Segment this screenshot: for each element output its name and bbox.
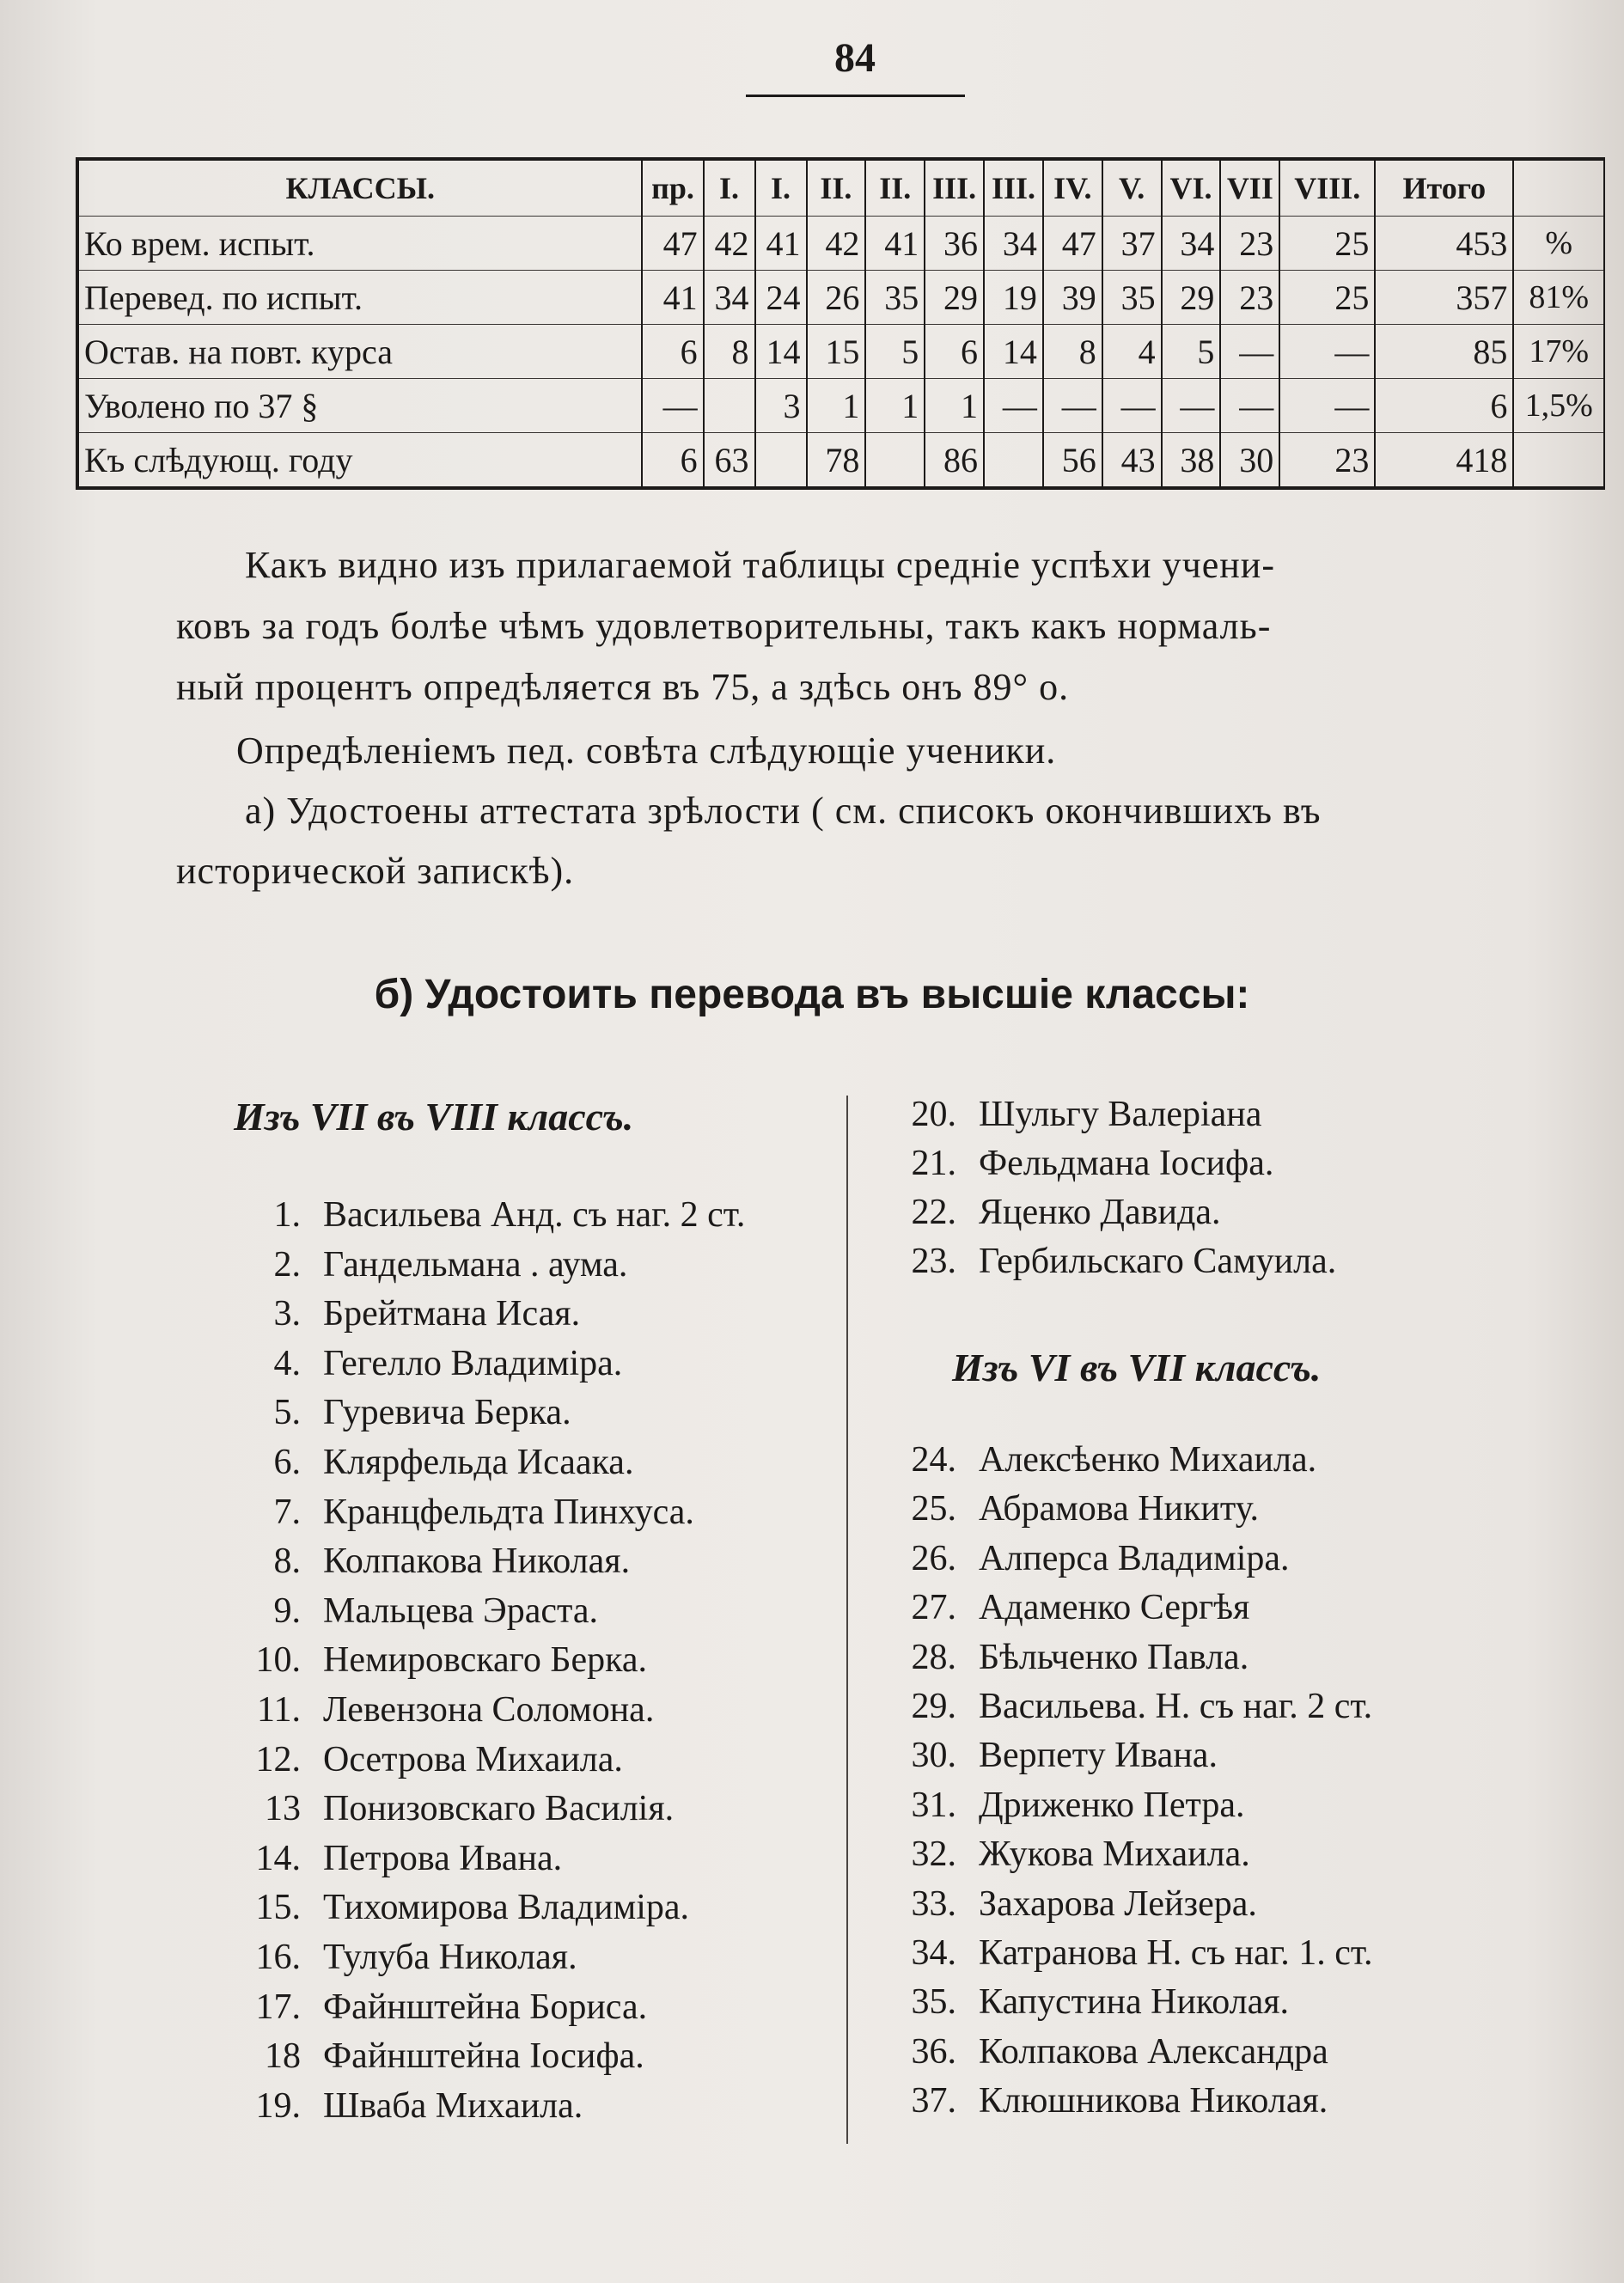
list-item-name: Гегелло Владимiра. bbox=[323, 1343, 623, 1383]
table-cell: 14 bbox=[755, 325, 807, 379]
list-item-name: Адаменко Сергѣя bbox=[979, 1588, 1250, 1628]
list-item-name: Левензона Соломона. bbox=[323, 1690, 655, 1730]
table-row bbox=[77, 217, 1604, 271]
section-heading: б) Удостоить перевода въ высшiе классы: bbox=[374, 972, 1250, 1017]
table-cell: 19 bbox=[984, 271, 1043, 325]
list-item bbox=[155, 1293, 580, 1343]
percent-cell: 81% bbox=[1513, 271, 1604, 325]
list-item-number: 34. bbox=[911, 1933, 956, 1973]
table-cell: 29 bbox=[1162, 271, 1221, 325]
header-cell: III. bbox=[984, 159, 1043, 217]
list-item bbox=[155, 1442, 633, 1492]
list-item bbox=[866, 1981, 1289, 2031]
list-item-number: 36. bbox=[911, 2031, 956, 2072]
list-item bbox=[866, 1883, 1257, 1933]
table-cell: 25 bbox=[1279, 271, 1375, 325]
list-item-number: 16. bbox=[255, 1938, 301, 1977]
table-cell: — bbox=[1102, 379, 1162, 433]
list-item bbox=[155, 1392, 571, 1442]
table-cell: 6 bbox=[925, 325, 984, 379]
table-cell: 3 bbox=[755, 379, 807, 433]
list-item-name: Кранцфельдта Пинхуса. bbox=[323, 1492, 694, 1532]
list-item-number: 35. bbox=[911, 1982, 956, 2023]
row-label: Уволено по 37 § bbox=[77, 379, 642, 433]
list-item bbox=[155, 1937, 577, 1987]
table-cell: 56 bbox=[1043, 433, 1102, 489]
list-item-number: 24. bbox=[911, 1440, 956, 1480]
list-item-name: Васильева Анд. съ наг. 2 ст. bbox=[323, 1195, 746, 1235]
header-cell: III. bbox=[925, 159, 984, 217]
list-item-number: 3. bbox=[273, 1294, 301, 1334]
table-row bbox=[77, 325, 1604, 379]
table-cell: — bbox=[1220, 379, 1279, 433]
paragraph-line: исторической запискѣ). bbox=[176, 850, 575, 892]
table-cell: 5 bbox=[1162, 325, 1221, 379]
header-cell: V. bbox=[1102, 159, 1162, 217]
table-cell: 35 bbox=[1102, 271, 1162, 325]
list-item-name: Дриженко Петра. bbox=[979, 1785, 1245, 1825]
table-cell: 78 bbox=[807, 433, 866, 489]
row-label: Ко врем. испыт. bbox=[77, 217, 642, 271]
table-cell: 23 bbox=[1220, 271, 1279, 325]
list-item-number: 30. bbox=[911, 1736, 956, 1776]
list-item-name: Гуревича Берка. bbox=[323, 1393, 571, 1433]
list-item bbox=[866, 1587, 1249, 1637]
list-item bbox=[155, 1541, 630, 1590]
list-item bbox=[155, 1838, 562, 1888]
table-cell: 23 bbox=[1279, 433, 1375, 489]
list-item-number: 5. bbox=[273, 1393, 301, 1433]
list-item-number: 12. bbox=[255, 1739, 301, 1779]
column-divider bbox=[846, 1096, 848, 2144]
table-cell: 1 bbox=[865, 379, 925, 433]
table-cell: 34 bbox=[984, 217, 1043, 271]
list-item bbox=[155, 1590, 598, 1640]
table-cell: — bbox=[642, 379, 703, 433]
list-item-name: Фельдмана Iосифа. bbox=[979, 1144, 1274, 1183]
table-cell: 418 bbox=[1375, 433, 1513, 489]
list-item bbox=[155, 2085, 583, 2135]
table-cell: 63 bbox=[704, 433, 755, 489]
list-item bbox=[866, 1094, 1261, 1144]
list-item-name: Мальцева Эраста. bbox=[323, 1590, 599, 1631]
class-statistics-table bbox=[76, 157, 1605, 490]
table-cell bbox=[755, 433, 807, 489]
list-item bbox=[155, 1639, 647, 1689]
paragraph-line: Опредѣленiемъ пед. совѣта слѣдующiе ученики. bbox=[236, 729, 1057, 772]
list-item-number: 37. bbox=[911, 2081, 956, 2121]
table-cell: 42 bbox=[807, 217, 866, 271]
list-item bbox=[866, 2080, 1328, 2130]
list-item bbox=[866, 1637, 1249, 1687]
list-item-name: Жукова Михаила. bbox=[979, 1834, 1250, 1875]
table-cell: 30 bbox=[1220, 433, 1279, 489]
list-item-name: Гандельмана . аума. bbox=[323, 1244, 628, 1285]
table-cell bbox=[984, 433, 1043, 489]
list-item-number: 28. bbox=[911, 1637, 956, 1677]
list-item bbox=[866, 1192, 1221, 1242]
table-cell: 8 bbox=[704, 325, 755, 379]
header-cell-label: КЛАССЫ. bbox=[77, 159, 642, 217]
paragraph-line: Какъ видно изъ прилагаемой таблицы среднiе успѣхи учени- bbox=[245, 544, 1275, 586]
list-item bbox=[866, 1538, 1290, 1588]
header-cell: II. bbox=[865, 159, 925, 217]
table-cell: 24 bbox=[755, 271, 807, 325]
paragraph-line: ковъ за годъ болѣе чѣмъ удовлетворительны, такъ какъ нормаль- bbox=[176, 605, 1272, 647]
list-item-name: Клярфельда Исаака. bbox=[323, 1443, 634, 1482]
table-cell: 39 bbox=[1043, 271, 1102, 325]
list-item bbox=[866, 1143, 1273, 1193]
list-item bbox=[155, 1689, 654, 1739]
table-cell: 25 bbox=[1279, 217, 1375, 271]
list-item-name: Колпакова Александра bbox=[979, 2031, 1328, 2072]
table-row bbox=[77, 433, 1604, 489]
list-item-name: Осетрова Михаила. bbox=[323, 1739, 623, 1779]
list-item bbox=[866, 1241, 1336, 1291]
table-cell bbox=[865, 433, 925, 489]
table-cell: 357 bbox=[1375, 271, 1513, 325]
table-row bbox=[77, 379, 1604, 433]
list-item-number: 33. bbox=[911, 1883, 956, 1924]
header-cell: II. bbox=[807, 159, 866, 217]
percent-cell bbox=[1513, 433, 1604, 489]
list-item bbox=[866, 1785, 1244, 1834]
list-item bbox=[866, 1834, 1250, 1883]
list-item-name: Васильева. Н. съ наг. 2 ст. bbox=[979, 1687, 1373, 1726]
row-label: Перевед. по испыт. bbox=[77, 271, 642, 325]
list-item-number: 32. bbox=[911, 1834, 956, 1875]
list-item bbox=[155, 1739, 623, 1789]
list-item-number: 20. bbox=[911, 1095, 956, 1134]
list-item-name: Немировскаго Берка. bbox=[323, 1640, 648, 1681]
header-cell: I. bbox=[755, 159, 807, 217]
table-cell: 41 bbox=[755, 217, 807, 271]
list-item-name: Тулуба Николая. bbox=[323, 1938, 577, 1977]
list-item-name: Файнштейна Бориса. bbox=[323, 1987, 648, 2027]
list-item-number: 27. bbox=[911, 1588, 956, 1628]
table-cell: 6 bbox=[642, 433, 703, 489]
table-cell: 1 bbox=[807, 379, 866, 433]
table-cell: 8 bbox=[1043, 325, 1102, 379]
list-item-name: Алперса Владимiра. bbox=[979, 1538, 1290, 1578]
table-cell: 42 bbox=[704, 217, 755, 271]
list-item-number: 2. bbox=[273, 1244, 301, 1285]
list-item-name: Гербильскаго Самуила. bbox=[979, 1242, 1337, 1281]
table-cell: — bbox=[984, 379, 1043, 433]
table-cell: 43 bbox=[1102, 433, 1162, 489]
list-item-name: Тихомирова Владимiра. bbox=[323, 1888, 690, 1928]
page-number-rule bbox=[746, 95, 965, 97]
list-item bbox=[155, 1343, 622, 1393]
table-cell: 38 bbox=[1162, 433, 1221, 489]
table-cell: 6 bbox=[1375, 379, 1513, 433]
left-column-title: Изъ VII въ VIII классъ. bbox=[234, 1095, 634, 1138]
table-cell: — bbox=[1279, 379, 1375, 433]
row-label: Къ слѣдующ. году bbox=[77, 433, 642, 489]
list-item bbox=[866, 2031, 1328, 2081]
table-cell: 29 bbox=[925, 271, 984, 325]
table-cell: 47 bbox=[1043, 217, 1102, 271]
table-row bbox=[77, 271, 1604, 325]
table-cell: 85 bbox=[1375, 325, 1513, 379]
table-cell: 47 bbox=[642, 217, 703, 271]
list-item bbox=[866, 1439, 1316, 1489]
list-item-name: Клюшникова Николая. bbox=[979, 2081, 1328, 2121]
table-header-row bbox=[77, 159, 1604, 217]
list-item-name: Катранова Н. съ наг. 1. ст. bbox=[979, 1933, 1373, 1973]
list-item bbox=[866, 1735, 1218, 1785]
list-item bbox=[155, 1492, 694, 1541]
table-cell: — bbox=[1043, 379, 1102, 433]
table-cell: — bbox=[1162, 379, 1221, 433]
table-cell: 4 bbox=[1102, 325, 1162, 379]
list-item-name: Капустина Николая. bbox=[979, 1982, 1290, 2023]
list-item-name: Захарова Лейзера. bbox=[979, 1883, 1257, 1924]
percent-cell: 17% bbox=[1513, 325, 1604, 379]
list-item-number: 29. bbox=[911, 1687, 956, 1726]
list-item-number: 18 bbox=[265, 2036, 301, 2077]
list-item-name: Яценко Давида. bbox=[979, 1193, 1221, 1232]
list-item-number: 21. bbox=[911, 1144, 956, 1183]
list-item-number: 9. bbox=[273, 1590, 301, 1631]
paragraph-line: ный процентъ опредѣляется въ 75, а здѣсь онъ 89° о. bbox=[176, 666, 1070, 708]
table-cell: 1 bbox=[925, 379, 984, 433]
list-item-number: 11. bbox=[257, 1690, 301, 1730]
table-cell: 26 bbox=[807, 271, 866, 325]
list-item-name: Петрова Ивана. bbox=[323, 1838, 563, 1878]
table-cell: 23 bbox=[1220, 217, 1279, 271]
table-cell: — bbox=[1279, 325, 1375, 379]
right-column-title: Изъ VI въ VII классъ. bbox=[952, 1346, 1322, 1389]
list-item-name: Файнштейна Iосифа. bbox=[323, 2036, 644, 2077]
list-item-number: 10. bbox=[255, 1640, 301, 1681]
header-cell: пр. bbox=[642, 159, 703, 217]
paragraph-line: а) Удостоены аттестата зрѣлости ( см. списокъ окончившихъ въ bbox=[245, 790, 1322, 832]
list-item-number: 13 bbox=[265, 1789, 301, 1829]
list-item bbox=[866, 1932, 1373, 1982]
table-cell: 6 bbox=[642, 325, 703, 379]
table-cell bbox=[704, 379, 755, 433]
table-cell: 14 bbox=[984, 325, 1043, 379]
list-item-number: 14. bbox=[255, 1838, 301, 1878]
list-item bbox=[866, 1686, 1372, 1736]
list-item-number: 19. bbox=[255, 2085, 301, 2126]
list-item-number: 22. bbox=[911, 1193, 956, 1232]
list-item-name: Колпакова Николая. bbox=[323, 1541, 631, 1582]
list-item-number: 8. bbox=[273, 1541, 301, 1582]
list-item-number: 6. bbox=[273, 1443, 301, 1482]
page-number: 84 bbox=[834, 35, 876, 81]
list-item-number: 31. bbox=[911, 1785, 956, 1825]
table-cell: 453 bbox=[1375, 217, 1513, 271]
table-cell: — bbox=[1220, 325, 1279, 379]
table-cell: 41 bbox=[642, 271, 703, 325]
table-cell: 5 bbox=[865, 325, 925, 379]
header-cell: Итого bbox=[1375, 159, 1513, 217]
header-cell bbox=[1513, 159, 1604, 217]
list-item-number: 26. bbox=[911, 1538, 956, 1578]
list-item-name: Алексѣенко Михаила. bbox=[979, 1440, 1317, 1480]
list-item-name: Шульгу Валерiана bbox=[979, 1095, 1262, 1134]
list-item bbox=[155, 1244, 627, 1294]
table-cell: 37 bbox=[1102, 217, 1162, 271]
list-item-number: 15. bbox=[255, 1888, 301, 1928]
header-cell: I. bbox=[704, 159, 755, 217]
header-cell: VIII. bbox=[1279, 159, 1375, 217]
list-item-number: 1. bbox=[273, 1195, 301, 1235]
table-cell: 15 bbox=[807, 325, 866, 379]
list-item-number: 7. bbox=[273, 1492, 301, 1532]
list-item-number: 23. bbox=[911, 1242, 956, 1281]
list-item-number: 17. bbox=[255, 1987, 301, 2027]
list-item bbox=[866, 1488, 1259, 1538]
list-item bbox=[155, 1788, 674, 1838]
table-cell: 35 bbox=[865, 271, 925, 325]
list-item bbox=[155, 1887, 689, 1937]
list-item-name: Понизовскаго Василiя. bbox=[323, 1789, 675, 1829]
percent-cell: 1,5% bbox=[1513, 379, 1604, 433]
list-item-name: Шваба Михаила. bbox=[323, 2085, 583, 2126]
list-item-name: Брейтмана Исая. bbox=[323, 1294, 581, 1334]
list-item-number: 25. bbox=[911, 1489, 956, 1529]
table-cell: 34 bbox=[704, 271, 755, 325]
table-cell: 36 bbox=[925, 217, 984, 271]
list-item-name: Верпету Ивана. bbox=[979, 1736, 1218, 1776]
list-item bbox=[155, 1194, 745, 1244]
header-cell: IV. bbox=[1043, 159, 1102, 217]
header-cell: VI. bbox=[1162, 159, 1221, 217]
percent-cell: % bbox=[1513, 217, 1604, 271]
header-cell: VII bbox=[1220, 159, 1279, 217]
list-item-name: Бѣльченко Павла. bbox=[979, 1637, 1249, 1677]
table-cell: 41 bbox=[865, 217, 925, 271]
row-label: Остав. на повт. курса bbox=[77, 325, 642, 379]
table-cell: 86 bbox=[925, 433, 984, 489]
list-item bbox=[155, 1987, 647, 2036]
list-item bbox=[155, 2036, 644, 2085]
list-item-number: 4. bbox=[273, 1343, 301, 1383]
table-cell: 34 bbox=[1162, 217, 1221, 271]
list-item-name: Абрамова Никиту. bbox=[979, 1489, 1259, 1529]
